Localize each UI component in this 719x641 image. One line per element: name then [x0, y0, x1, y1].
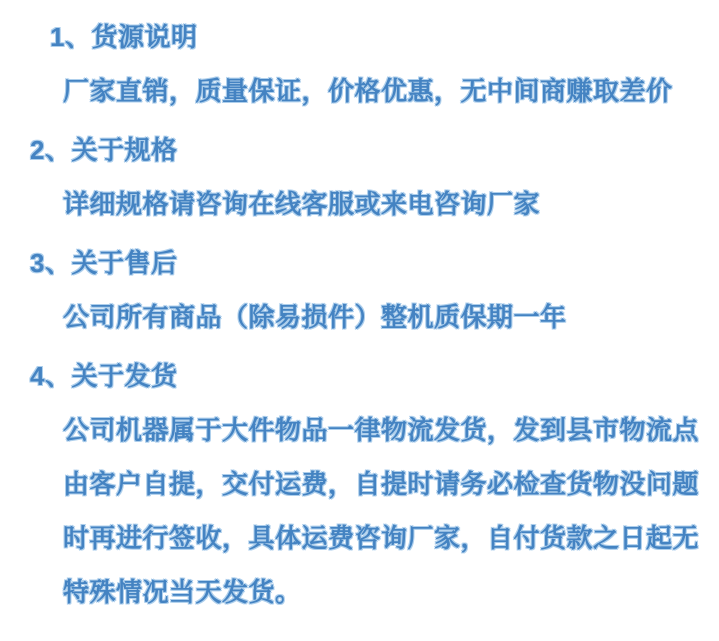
section-4-body-line-2: 由客户自提，交付运费，自提时请务必检查货物没问题 [63, 469, 700, 499]
section-1-body-line: 厂家直销，质量保证，价格优惠，无中间商赚取差价 [63, 76, 673, 106]
section-1-heading: 1、货源说明 [50, 22, 198, 52]
section-3-heading: 3、关于售后 [30, 248, 178, 278]
section-4-body-line-4: 特殊情况当天发货。 [63, 577, 302, 607]
section-4-body-line-1: 公司机器属于大件物品一律物流发货，发到县市物流点 [63, 415, 700, 445]
section-after-sales-note [0, 236, 719, 344]
section-4-heading: 4、关于发货 [30, 361, 178, 391]
section-3-body-line: 公司所有商品（除易损件）整机质保期一年 [63, 302, 567, 332]
section-shipping-note [0, 349, 719, 619]
section-2-body-line: 详细规格请咨询在线客服或来电咨询厂家 [63, 189, 541, 219]
section-supply-note [0, 10, 719, 118]
section-4-body-line-3: 时再进行签收，具体运费咨询厂家，自付货款之日起无 [63, 523, 700, 553]
section-specs-note [0, 123, 719, 231]
section-2-heading: 2、关于规格 [30, 135, 178, 165]
